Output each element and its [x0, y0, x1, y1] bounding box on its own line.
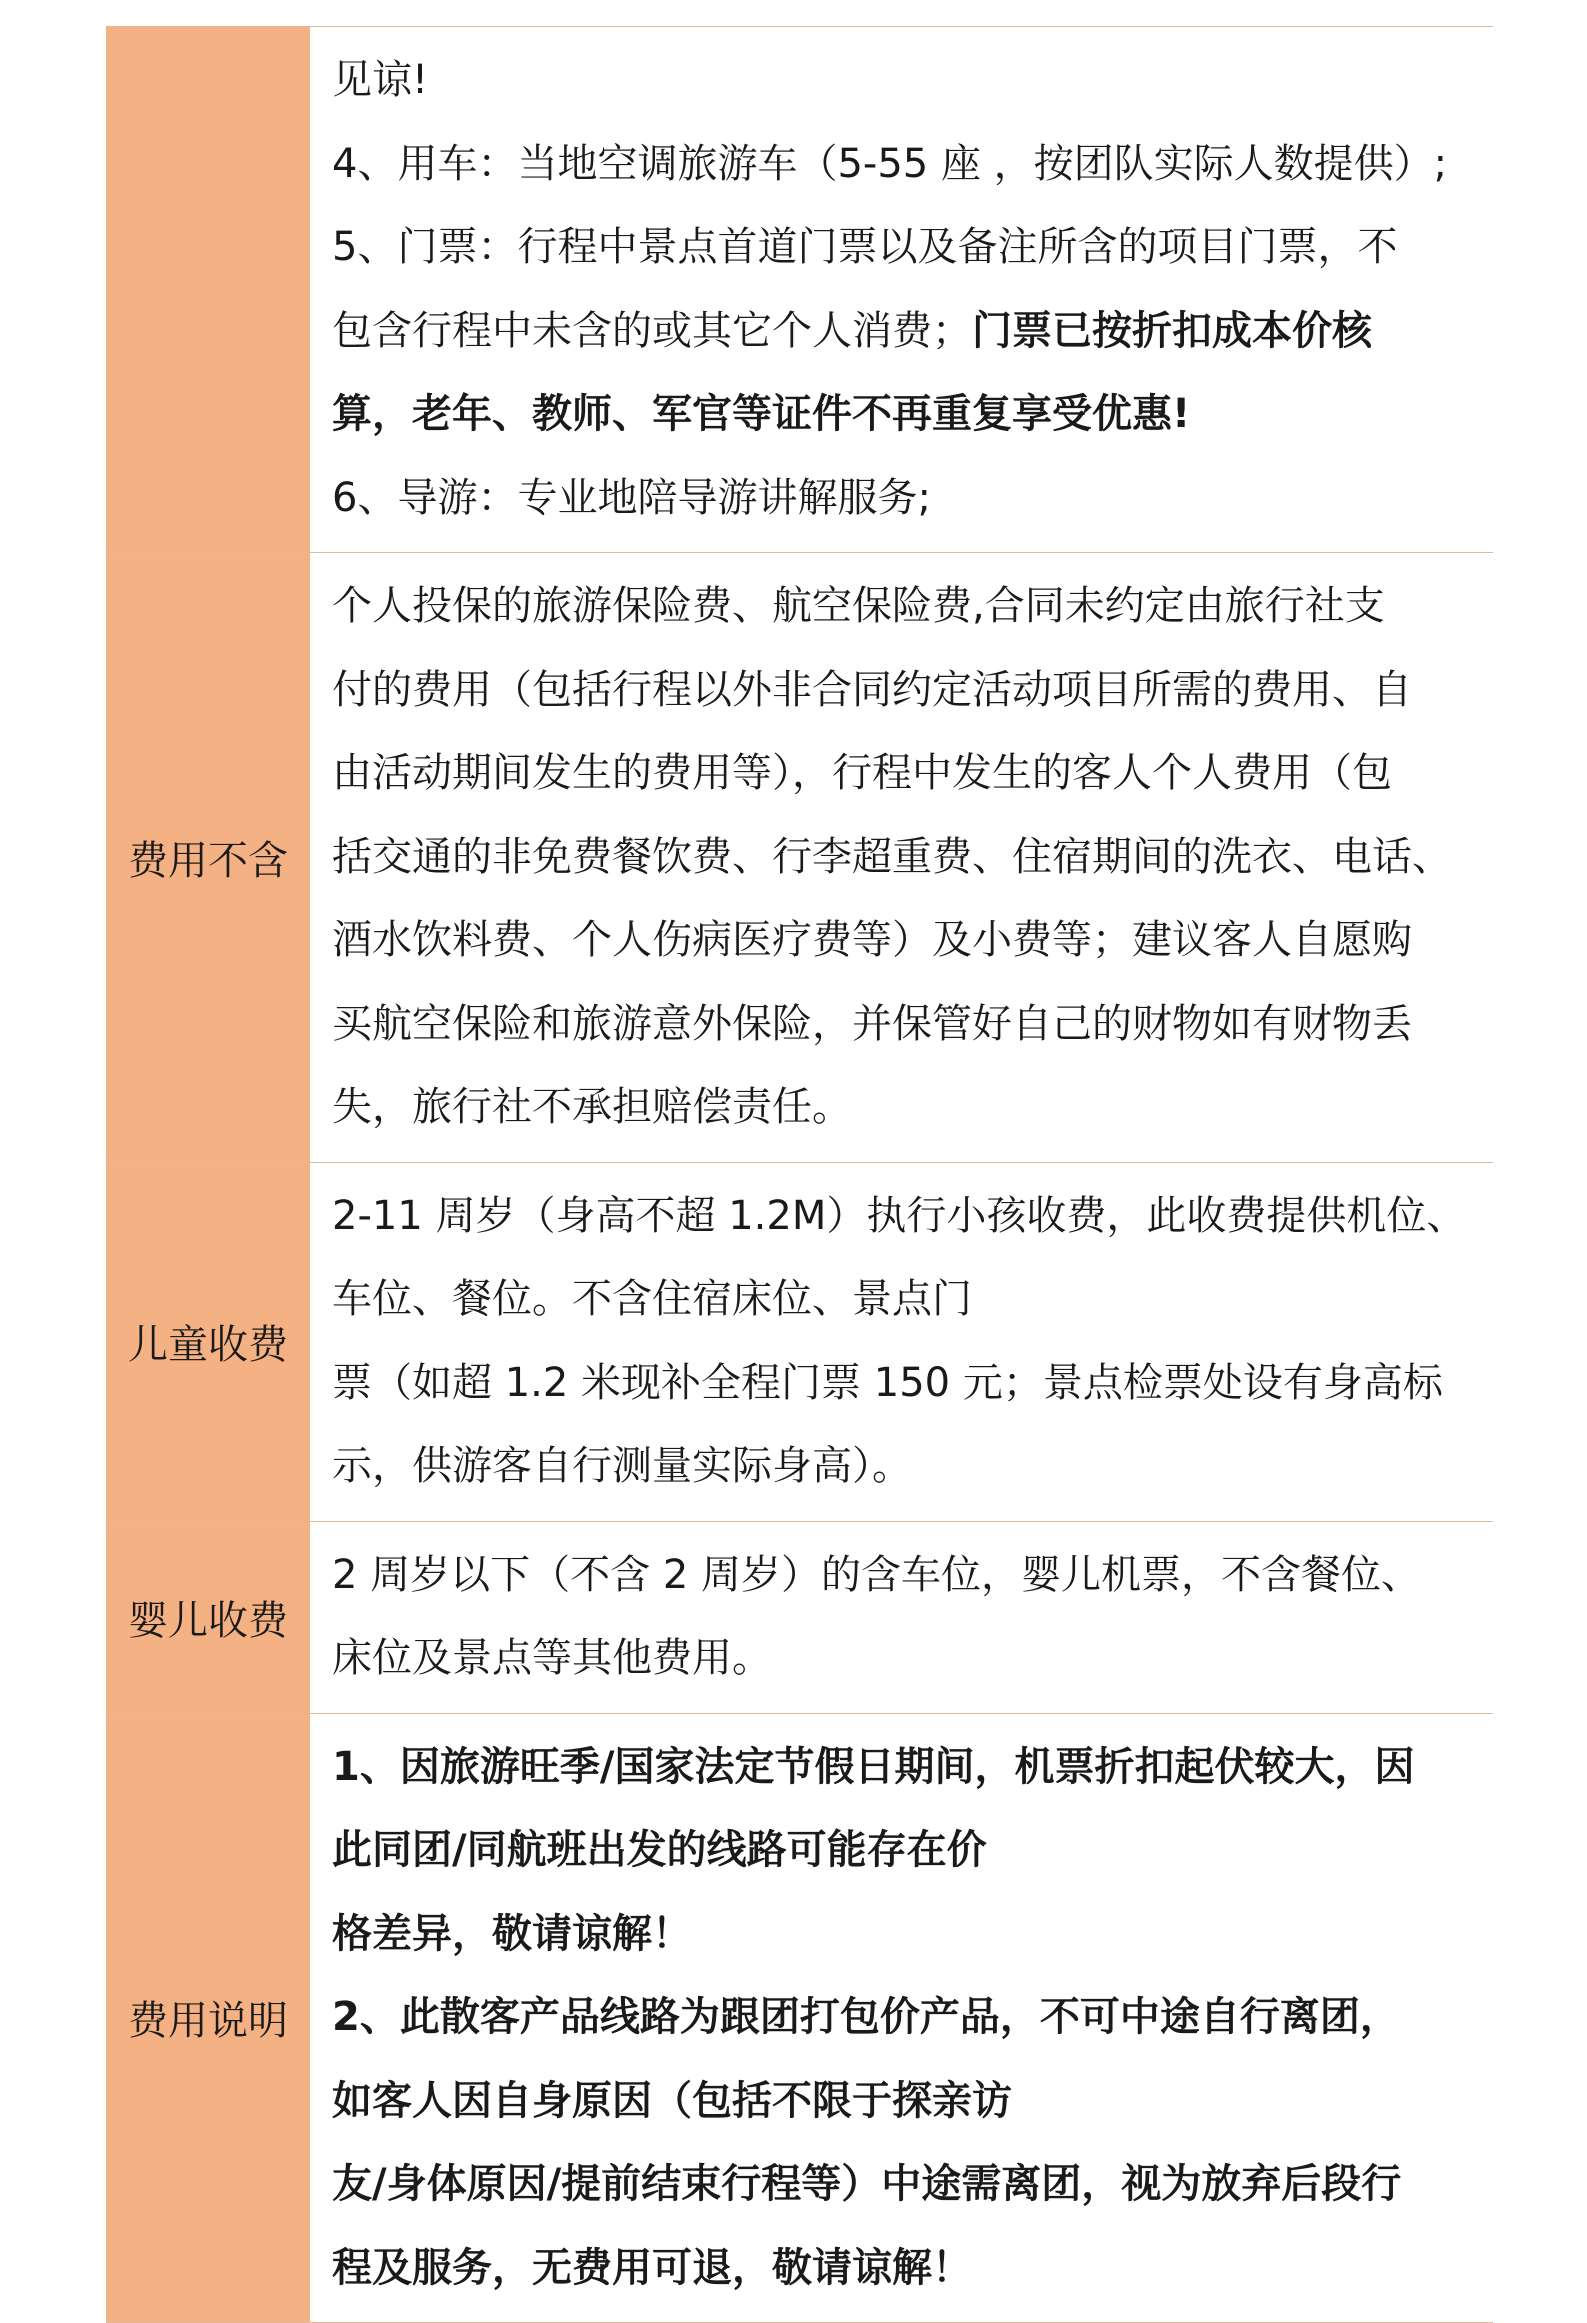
- row-content: [312, 553, 1493, 1162]
- text-line: [332, 1175, 1479, 1259]
- bold-text: 程及服务，无费用可退，敬请谅解！: [332, 2245, 972, 2291]
- bold-text: 如客人因自身原因（包括不限于探亲访: [332, 2078, 1012, 2124]
- text-segment: 车位、餐位。不含住宿床位、景点门: [332, 1276, 972, 1322]
- text-line: [332, 1893, 1479, 1977]
- text-line: [332, 2060, 1479, 2144]
- text-segment: 6、导游：专业地陪导游讲解服务;: [332, 475, 931, 521]
- bold-text: 门票已按折扣成本价核: [972, 308, 1372, 354]
- text-line: [332, 1066, 1479, 1150]
- text-line: [332, 2227, 1479, 2311]
- bold-text: 2、此散客产品线路为跟团打包价产品，不可中途自行离团，: [332, 1994, 1400, 2040]
- bold-text: 友/身体原因/提前结束行程等）中途需离团，视为放弃后段行: [332, 2161, 1401, 2207]
- text-line: [332, 1617, 1479, 1701]
- text-line: [332, 457, 1479, 541]
- text-line: [332, 2143, 1479, 2227]
- bold-text: 算，老年、教师、军官等证件不再重复享受优惠!: [332, 391, 1190, 437]
- text-line: [332, 290, 1479, 374]
- fee-table: [106, 26, 1493, 2323]
- text-line: [332, 899, 1479, 983]
- bold-text: 格差异，敬请谅解！: [332, 1911, 692, 1957]
- table-row: [106, 1163, 1493, 1522]
- text-segment: 示，供游客自行测量实际身高）。: [332, 1443, 912, 1489]
- row-content: [312, 1163, 1493, 1521]
- text-line: [332, 649, 1479, 733]
- text-line: [332, 983, 1479, 1067]
- text-line: [332, 1258, 1479, 1342]
- text-line: [332, 1534, 1479, 1618]
- table-row: [106, 1522, 1493, 1714]
- bold-text: 此同团/同航班出发的线路可能存在价: [332, 1827, 987, 1873]
- text-segment: 见谅!: [332, 57, 428, 103]
- text-line: [332, 373, 1479, 457]
- text-segment: 酒水饮料费、个人伤病医疗费等）及小费等；建议客人自愿购: [332, 917, 1412, 963]
- text-line: [332, 1726, 1479, 1810]
- text-line: [332, 565, 1479, 649]
- text-segment: 由活动期间发生的费用等），行程中发生的客人个人费用（包: [332, 750, 1392, 796]
- row-content: [312, 1522, 1493, 1713]
- text-segment: 买航空保险和旅游意外保险，并保管好自己的财物如有财物丢: [332, 1001, 1412, 1047]
- row-label: [106, 27, 312, 552]
- row-content: [312, 27, 1493, 552]
- text-line: [332, 816, 1479, 900]
- table-row: [106, 27, 1493, 553]
- row-content: [312, 1714, 1493, 2323]
- text-line: [332, 732, 1479, 816]
- text-line: [332, 1976, 1479, 2060]
- table-row: [106, 1714, 1493, 2323]
- text-segment: 票（如超 1.2 米现补全程门票 150 元；景点检票处设有身高标: [332, 1360, 1443, 1406]
- text-line: [332, 206, 1479, 290]
- text-segment: 2-11 周岁（身高不超 1.2M）执行小孩收费，此收费提供机位、: [332, 1193, 1466, 1239]
- row-label: 婴儿收费: [106, 1522, 312, 1713]
- text-segment: 2 周岁以下（不含 2 周岁）的含车位，婴儿机票，不含餐位、: [332, 1552, 1421, 1598]
- bold-text: 1、因旅游旺季/国家法定节假日期间，机票折扣起伏较大，因: [332, 1744, 1414, 1790]
- text-line: [332, 39, 1479, 123]
- text-line: [332, 1809, 1479, 1893]
- text-segment: 5、门票：行程中景点首道门票以及备注所含的项目门票，不: [332, 224, 1397, 270]
- text-segment: 个人投保的旅游保险费、航空保险费,合同未约定由旅行社支: [332, 583, 1385, 629]
- text-line: [332, 1425, 1479, 1509]
- row-label: 费用不含: [106, 553, 312, 1162]
- row-label: 费用说明: [106, 1714, 312, 2323]
- text-segment: 付的费用（包括行程以外非合同约定活动项目所需的费用、自: [332, 667, 1412, 713]
- table-row: [106, 553, 1493, 1163]
- text-segment: 包含行程中未含的或其它个人消费；: [332, 308, 972, 354]
- text-line: [332, 123, 1479, 207]
- row-label: 儿童收费: [106, 1163, 312, 1521]
- text-line: [332, 1342, 1479, 1426]
- text-segment: 失，旅行社不承担赔偿责任。: [332, 1084, 852, 1130]
- text-segment: 4、用车：当地空调旅游车（5-55 座 ，按团队实际人数提供）;: [332, 141, 1447, 187]
- text-segment: 括交通的非免费餐饮费、行李超重费、住宿期间的洗衣、电话、: [332, 834, 1452, 880]
- text-segment: 床位及景点等其他费用。: [332, 1635, 772, 1681]
